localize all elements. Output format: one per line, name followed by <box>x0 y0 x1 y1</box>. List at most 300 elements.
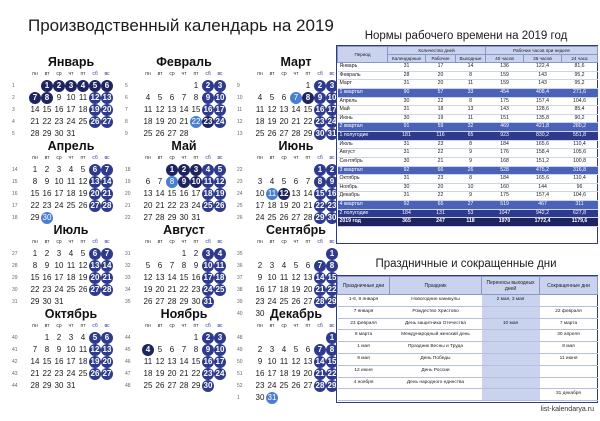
day-cell: 13 <box>303 273 313 282</box>
day-cell: 10 <box>327 93 337 102</box>
day-cell: 11 <box>143 105 153 114</box>
day-cell: 23 <box>203 117 213 126</box>
day-cell: 20 <box>143 201 153 210</box>
day-cell: 19 <box>267 117 277 126</box>
norms-value: 454 <box>486 88 524 97</box>
weekday-label: пт <box>305 323 311 329</box>
norms-value: 30 <box>388 114 426 123</box>
norms-value: 1772,4 <box>524 218 562 227</box>
day-cell: 1 <box>41 80 53 92</box>
day-cell: 10 <box>66 93 76 102</box>
day-cell: 18 <box>66 189 76 198</box>
norms-value: 19 <box>426 114 456 123</box>
day-cell: 23 <box>255 381 265 390</box>
weekday-header <box>29 155 113 163</box>
day-cell: 19 <box>279 201 289 210</box>
norms-value: 184 <box>486 140 524 149</box>
day-cell: 15 <box>327 357 337 366</box>
day-cell: 15 <box>315 189 325 198</box>
day-cell: 3 <box>190 164 202 176</box>
day-cell: 11 <box>215 261 225 270</box>
day-cell: 7 <box>157 177 163 186</box>
month-name: Март <box>280 55 312 69</box>
month-4 <box>12 139 112 229</box>
shortened-date: 30 апреля <box>540 330 598 342</box>
day-cell: 23 <box>327 201 337 210</box>
day-cell: 5 <box>214 164 226 176</box>
norms-value: 184 <box>388 209 426 218</box>
day-cell: 5 <box>293 261 299 270</box>
day-cell: 28 <box>179 381 189 390</box>
week-number: 47 <box>125 371 131 377</box>
weekday-label: вт <box>269 71 275 77</box>
day-cell: 8 <box>302 92 314 104</box>
norms-value: 176 <box>486 149 524 158</box>
day-cell: 22 <box>179 285 189 294</box>
day-cell: 27 <box>279 129 289 138</box>
day-cell: 26 <box>78 201 88 210</box>
norms-row <box>338 123 598 132</box>
day-cell: 6 <box>101 332 113 344</box>
day-cell: 31 <box>191 213 201 222</box>
norms-value: 144 <box>524 183 562 192</box>
day-cell: 7 <box>314 344 326 356</box>
norms-value: 65 <box>456 132 486 141</box>
weekday-label: чт <box>181 155 187 161</box>
day-cell: 3 <box>56 165 62 174</box>
norms-value: 104,6 <box>562 192 598 201</box>
day-cell: 4 <box>80 333 86 342</box>
weekday-label: чт <box>68 239 74 245</box>
norms-row <box>338 106 598 115</box>
day-cell: 16 <box>315 105 325 114</box>
norms-value: 116 <box>426 132 456 141</box>
holiday-date: 1-6, 8 января <box>338 295 390 307</box>
day-cell: 15 <box>179 273 189 282</box>
day-cell: 31 <box>54 297 64 306</box>
norms-period: 4 квартал <box>338 201 388 210</box>
day-cell: 28 <box>179 129 189 138</box>
day-cell: 16 <box>54 357 64 366</box>
weekday-label: вт <box>157 155 163 161</box>
day-cell: 4 <box>269 177 275 186</box>
norms-value: 175 <box>486 192 524 201</box>
week-number: 9 <box>237 83 240 89</box>
weekday-label: ср <box>56 155 62 161</box>
norms-value: 469 <box>486 123 524 132</box>
transfer-date <box>482 377 540 389</box>
day-cell: 6 <box>89 248 101 260</box>
day-cell: 31 <box>66 129 76 138</box>
holidays-table <box>337 276 598 401</box>
day-cell: 4 <box>68 165 74 174</box>
norms-value: 22 <box>426 149 456 158</box>
day-cell: 17 <box>267 285 277 294</box>
weekday-label: пт <box>80 71 86 77</box>
week-number: 17 <box>12 203 18 209</box>
holiday-date: 12 июня <box>338 365 390 377</box>
weekday-label: пн <box>32 155 38 161</box>
day-cell: 15 <box>327 273 337 282</box>
week-number: 4 <box>12 119 15 125</box>
week-number: 25 <box>237 203 243 209</box>
shortened-date <box>540 295 598 307</box>
day-cell: 19 <box>143 285 153 294</box>
norms-value: 157,4 <box>524 192 562 201</box>
day-cell: 3 <box>68 333 74 342</box>
weekday-header <box>29 239 113 247</box>
weekday-label: чт <box>293 239 299 245</box>
day-cell: 14 <box>291 105 301 114</box>
norms-value: 9 <box>456 157 486 166</box>
day-cell: 28 <box>30 381 40 390</box>
day-cell: 2 <box>44 249 50 258</box>
day-cell: 24 <box>203 285 213 294</box>
day-cell: 16 <box>54 105 64 114</box>
norms-value: 31 <box>388 140 426 149</box>
weekday-label: чт <box>293 71 299 77</box>
weekday-label: вс <box>104 155 110 161</box>
day-cell: 26 <box>90 369 100 378</box>
norms-value: 118 <box>456 218 486 227</box>
day-cell: 7 <box>101 248 113 260</box>
day-cell: 14 <box>315 357 325 366</box>
week-number: 2 <box>12 95 15 101</box>
weekday-label: сб <box>205 155 211 161</box>
day-cell: 29 <box>327 297 337 306</box>
day-cell: 18 <box>279 285 289 294</box>
holiday-name: День Победы <box>390 353 482 365</box>
day-cell: 10 <box>267 357 277 366</box>
norms-value: 519 <box>486 201 524 210</box>
day-cell: 24 <box>215 369 225 378</box>
holiday-name: День народного единства <box>390 377 482 389</box>
norms-value: 421,8 <box>524 123 562 132</box>
day-cell: 18 <box>255 117 265 126</box>
day-cell: 9 <box>326 176 338 188</box>
weekday-header <box>142 155 226 163</box>
weekday-header <box>254 323 338 331</box>
day-cell: 23 <box>42 201 52 210</box>
norms-value: 1047 <box>486 209 524 218</box>
day-cell: 19 <box>90 105 100 114</box>
shortened-date: 11 июня <box>540 353 598 365</box>
day-cell: 1 <box>193 333 199 342</box>
day-cell: 29 <box>303 129 313 138</box>
day-cell: 15 <box>42 105 52 114</box>
day-cell: 26 <box>155 129 165 138</box>
weekday-label: пн <box>32 239 38 245</box>
norms-value: 32 <box>456 123 486 132</box>
norms-row <box>338 114 598 123</box>
month-7 <box>12 223 112 313</box>
week-number: 36 <box>237 263 243 269</box>
day-cell: 12 <box>155 105 165 114</box>
norms-value: 9 <box>456 192 486 201</box>
norms-row <box>338 88 598 97</box>
day-cell: 25 <box>143 129 153 138</box>
holiday-name <box>390 389 482 401</box>
norms-value: 135,8 <box>524 114 562 123</box>
day-cell: 17 <box>267 369 277 378</box>
day-cell: 19 <box>291 285 301 294</box>
shortened-date <box>540 377 598 389</box>
weekday-label: ср <box>281 71 287 77</box>
norms-value: 18 <box>426 106 456 115</box>
norms-value: 65 <box>426 201 456 210</box>
norms-value: 95,2 <box>562 71 598 80</box>
weekday-label: чт <box>181 71 187 77</box>
weekday-label: вс <box>329 239 335 245</box>
norms-row <box>338 140 598 149</box>
day-cell: 21 <box>167 285 177 294</box>
norms-value: 8 <box>456 71 486 80</box>
week-number: 1 <box>12 83 15 89</box>
day-cell: 26 <box>215 201 225 210</box>
holiday-date: 9 мая <box>338 353 390 365</box>
weekday-label: вс <box>217 155 223 161</box>
day-cell: 17 <box>54 273 64 282</box>
day-cell: 5 <box>80 249 86 258</box>
weekday-label: сб <box>92 155 98 161</box>
norms-value: 11 <box>456 114 486 123</box>
day-cell: 22 <box>42 117 52 126</box>
holiday-row <box>338 365 598 377</box>
norms-value: 157,4 <box>524 97 562 106</box>
week-number: 41 <box>12 347 18 353</box>
day-cell: 24 <box>54 201 64 210</box>
weekday-label: чт <box>68 323 74 329</box>
day-cell: 30 <box>327 213 337 222</box>
day-cell: 20 <box>90 273 100 282</box>
day-cell: 25 <box>279 297 289 306</box>
day-cell: 7 <box>101 164 113 176</box>
day-cell: 2 <box>193 249 199 258</box>
day-cell: 2 <box>202 332 214 344</box>
day-cell: 6 <box>281 93 287 102</box>
norms-period: Декабрь <box>338 192 388 201</box>
day-cell: 23 <box>179 201 189 210</box>
day-cell: 2 <box>326 164 338 176</box>
weekday-label: пт <box>80 239 86 245</box>
day-cell: 4 <box>281 345 287 354</box>
weekday-label: пт <box>305 155 311 161</box>
day-cell: 30 <box>255 393 265 402</box>
norms-value: 22 <box>426 97 456 106</box>
weekday-label: сб <box>92 323 98 329</box>
weekday-label: пн <box>257 239 263 245</box>
header-hours-group: Рабочих часов при неделе <box>486 47 598 55</box>
weekday-label: пт <box>305 71 311 77</box>
day-cell: 12 <box>78 261 88 270</box>
week-number: 18 <box>125 167 131 173</box>
day-cell: 28 <box>291 129 301 138</box>
day-cell: 30 <box>179 213 189 222</box>
day-cell: 4 <box>68 249 74 258</box>
day-cell: 18 <box>279 369 289 378</box>
norms-value: 165,6 <box>524 175 562 184</box>
norms-period: 2 квартал <box>338 123 388 132</box>
weekday-label: ср <box>169 323 175 329</box>
week-number: 22 <box>237 167 243 173</box>
holidays-table-body <box>338 295 598 401</box>
day-cell: 16 <box>203 105 213 114</box>
day-cell: 31 <box>327 129 337 138</box>
norms-value: 57 <box>426 88 456 97</box>
norms-value: 151,2 <box>524 157 562 166</box>
day-cell: 19 <box>78 273 88 282</box>
norms-value: 13 <box>456 106 486 115</box>
norms-row <box>338 201 598 210</box>
day-cell: 24 <box>327 117 337 126</box>
day-cell: 3 <box>269 345 275 354</box>
month-10 <box>12 307 112 397</box>
day-cell: 8 <box>32 177 38 186</box>
header-holiday-days: Праздничные дни <box>338 277 390 295</box>
day-cell: 21 <box>303 201 313 210</box>
day-cell: 11 <box>255 105 265 114</box>
day-cell: 14 <box>102 261 112 270</box>
day-cell: 17 <box>203 273 213 282</box>
norms-value: 20 <box>426 183 456 192</box>
day-cell: 10 <box>215 93 225 102</box>
weekday-label: пт <box>193 155 199 161</box>
day-cell: 11 <box>78 93 88 102</box>
day-cell: 1 <box>32 165 38 174</box>
day-cell: 10 <box>54 261 64 270</box>
day-cell: 8 <box>326 260 338 272</box>
week-number: 5 <box>12 131 15 137</box>
day-cell: 27 <box>303 381 313 390</box>
month-name: Май <box>171 139 197 153</box>
weekday-label: сб <box>317 239 323 245</box>
day-cell: 27 <box>90 201 100 210</box>
day-cell: 11 <box>279 357 289 366</box>
day-cell: 9 <box>56 345 62 354</box>
day-cell: 20 <box>155 285 165 294</box>
norms-value: 271,6 <box>562 88 598 97</box>
norms-value: 91 <box>388 123 426 132</box>
day-cell: 8 <box>193 345 199 354</box>
calendar-title: Производственный календарь на 2019 <box>28 16 334 35</box>
weekday-label: пт <box>193 239 199 245</box>
day-cell: 28 <box>303 213 313 222</box>
day-cell: 2 <box>44 165 50 174</box>
day-cell: 10 <box>54 177 64 186</box>
day-cell: 10 <box>267 273 277 282</box>
day-cell: 3 <box>214 332 226 344</box>
day-cell: 19 <box>90 357 100 366</box>
norms-value: 31 <box>388 106 426 115</box>
day-cell: 4 <box>142 344 154 356</box>
day-cell: 7 <box>314 260 326 272</box>
week-number: 28 <box>12 263 18 269</box>
day-cell: 31 <box>203 297 213 306</box>
day-cell: 25 <box>143 381 153 390</box>
day-cell: 30 <box>42 213 52 222</box>
day-cell: 9 <box>178 176 190 188</box>
weekday-label: пн <box>145 239 151 245</box>
weekday-label: вт <box>157 239 163 245</box>
norms-value: 30 <box>388 97 426 106</box>
day-cell: 18 <box>215 273 225 282</box>
week-number: 32 <box>125 263 131 269</box>
norms-value: 316,8 <box>562 166 598 175</box>
weekday-label: вс <box>329 155 335 161</box>
weekday-label: чт <box>293 155 299 161</box>
day-cell: 12 <box>90 345 100 354</box>
norms-value: 280,2 <box>562 123 598 132</box>
day-cell: 8 <box>41 92 53 104</box>
month-12 <box>237 307 337 402</box>
day-cell: 28 <box>315 297 325 306</box>
day-cell: 25 <box>78 369 88 378</box>
day-cell: 28 <box>155 213 165 222</box>
day-cell: 6 <box>293 177 299 186</box>
norms-value: 923 <box>486 132 524 141</box>
weekday-label: чт <box>181 323 187 329</box>
day-cell: 16 <box>42 189 52 198</box>
day-cell: 5 <box>157 345 163 354</box>
day-cell: 12 <box>267 105 277 114</box>
day-cell: 12 <box>155 357 165 366</box>
weekday-label: ср <box>56 323 62 329</box>
day-cell: 8 <box>44 345 50 354</box>
day-cell: 1 <box>326 248 338 260</box>
norms-value: 1970 <box>486 218 524 227</box>
holiday-name: День защитника Отечества <box>390 318 482 330</box>
day-cell: 22 <box>30 285 40 294</box>
day-cell: 11 <box>203 177 213 186</box>
norms-value: 8 <box>456 140 486 149</box>
day-cell: 29 <box>191 381 201 390</box>
week-number: 22 <box>125 215 131 221</box>
norms-value: 28 <box>388 71 426 80</box>
day-cell: 6 <box>305 261 311 270</box>
day-cell: 19 <box>215 189 225 198</box>
day-cell: 24 <box>215 117 225 126</box>
week-number: 15 <box>12 179 18 185</box>
norms-period: 1 квартал <box>338 88 388 97</box>
norms-value: 467 <box>524 201 562 210</box>
header-transfers: Переносы выходных дней <box>482 277 540 295</box>
month-name: Октябрь <box>44 307 98 321</box>
day-cell: 15 <box>42 357 52 366</box>
weekday-label: вт <box>157 71 163 77</box>
holiday-row <box>338 318 598 330</box>
day-cell: 15 <box>30 189 40 198</box>
week-number: 31 <box>12 299 18 305</box>
norms-value: 143 <box>524 80 562 89</box>
weekday-label: вт <box>269 323 275 329</box>
holidays-table-box <box>336 275 598 403</box>
day-cell: 30 <box>315 129 325 138</box>
day-cell: 27 <box>102 369 112 378</box>
day-cell: 17 <box>66 105 76 114</box>
weekday-label: вс <box>217 239 223 245</box>
day-cell: 23 <box>54 117 64 126</box>
week-number: 11 <box>237 107 243 113</box>
day-cell: 3 <box>65 80 77 92</box>
holidays-title: Праздничные и сокращенные дни <box>375 258 557 270</box>
weekday-label: сб <box>205 71 211 77</box>
header-shortened: Сокращенные дни <box>540 277 598 295</box>
norms-value: 92 <box>388 166 426 175</box>
day-cell: 4 <box>145 93 151 102</box>
norms-period: Июль <box>338 140 388 149</box>
day-cell: 9 <box>44 261 50 270</box>
holiday-date: 23 февраля <box>338 318 390 330</box>
